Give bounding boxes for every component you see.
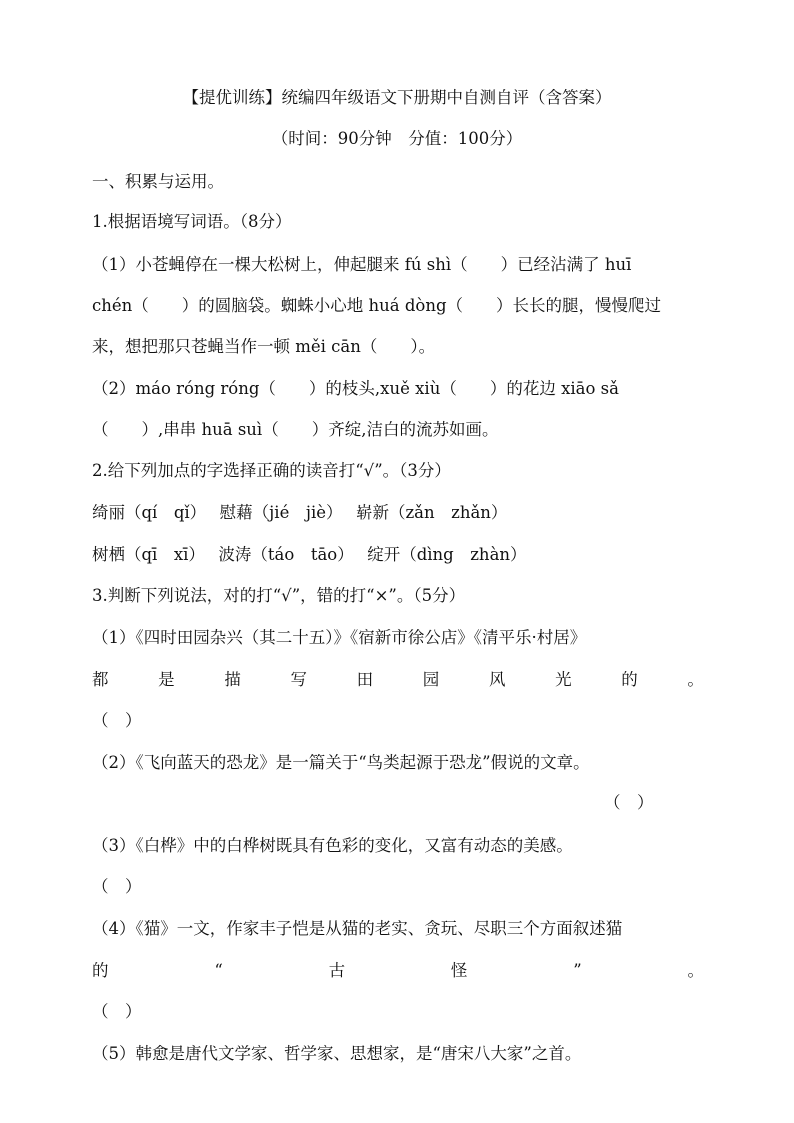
question-3-item-spread: [92, 668, 704, 692]
spread-char: “: [214, 961, 223, 980]
question-1-line: （1）小苍蝇停在一棵大松树上，伸起腿来 fú shì（ ）已经沾满了 huī: [92, 255, 632, 274]
spread-char: 的: [621, 670, 638, 689]
spread-char: ”: [573, 961, 582, 980]
spread-char: 描: [224, 670, 241, 689]
question-3-item: （2）《飞向蓝天的恐龙》是一篇关于“鸟类起源于恐龙”假说的文章。: [92, 753, 590, 772]
question-1-heading: 1.根据语境写词语。（8分）: [92, 212, 292, 231]
spread-char: 。: [687, 961, 704, 980]
question-3-heading: 3.判断下列说法，对的打“√”，错的打“×”。（5分）: [92, 586, 466, 605]
question-1-line: （2）máo róng róng（ ）的枝头,xuě xiù（ ）的花边 xiāo sǎ: [92, 379, 619, 398]
page-title: 【提优训练】统编四年级语文下册期中自测自评（含答案）: [182, 88, 612, 107]
question-3-item: （3）《白桦》中的白桦树既具有色彩的变化，又富有动态的美感。: [92, 836, 573, 855]
question-1-line: （ ）,串串 huā suì（ ）齐绽,洁白的流苏如画。: [92, 420, 499, 439]
question-2-heading: 2.给下列加点的字选择正确的读音打“√”。（3分）: [92, 461, 451, 480]
spread-char: 怪: [450, 961, 468, 980]
section-heading: 一、积累与运用。: [92, 172, 224, 191]
spread-char: 光: [555, 670, 572, 689]
spread-char: 古: [328, 961, 346, 980]
question-2-options: 绮丽（qí qǐ） 慰藉（jié jiè） 崭新（zǎn zhǎn）: [92, 503, 508, 522]
question-1-line: 来，想把那只苍蝇当作一顿 měi cān（ ）。: [92, 337, 436, 356]
spread-char: 田: [356, 670, 374, 689]
spread-char: 风: [488, 670, 506, 689]
question-1-line: chén（ ）的圆脑袋。蜘蛛小心地 huá dòng（ ）长长的腿，慢慢爬过: [92, 296, 662, 315]
question-3-item: （5）韩愈是唐代文学家、哲学家、思想家，是“唐宋八大家”之首。: [92, 1044, 582, 1063]
spread-char: 的: [92, 961, 109, 980]
spread-char: 写: [290, 670, 307, 689]
question-3-item: （1）《四时田园杂兴（其二十五）》《宿新市徐公店》《清平乐·村居》: [92, 628, 587, 647]
answer-parentheses: （ ）: [92, 711, 142, 730]
question-3-item: （4）《猫》一文，作家丰子恺是从猫的老实、贪玩、尽职三个方面叙述猫: [92, 919, 623, 938]
question-3-item-spread: [92, 959, 704, 983]
spread-char: 都: [92, 670, 109, 689]
answer-parentheses: （ ）: [92, 877, 142, 896]
spread-char: 是: [158, 670, 175, 689]
answer-parentheses: （ ）: [604, 793, 654, 812]
spread-char: 园: [422, 670, 440, 689]
spread-char: 。: [687, 670, 704, 689]
answer-parentheses: （ ）: [92, 1002, 142, 1021]
question-2-options: 树栖（qī xī） 波涛（táo tāo） 绽开（dìng zhàn）: [92, 545, 527, 564]
page-subtitle: （时间：90分钟 分值：100分）: [271, 129, 523, 148]
